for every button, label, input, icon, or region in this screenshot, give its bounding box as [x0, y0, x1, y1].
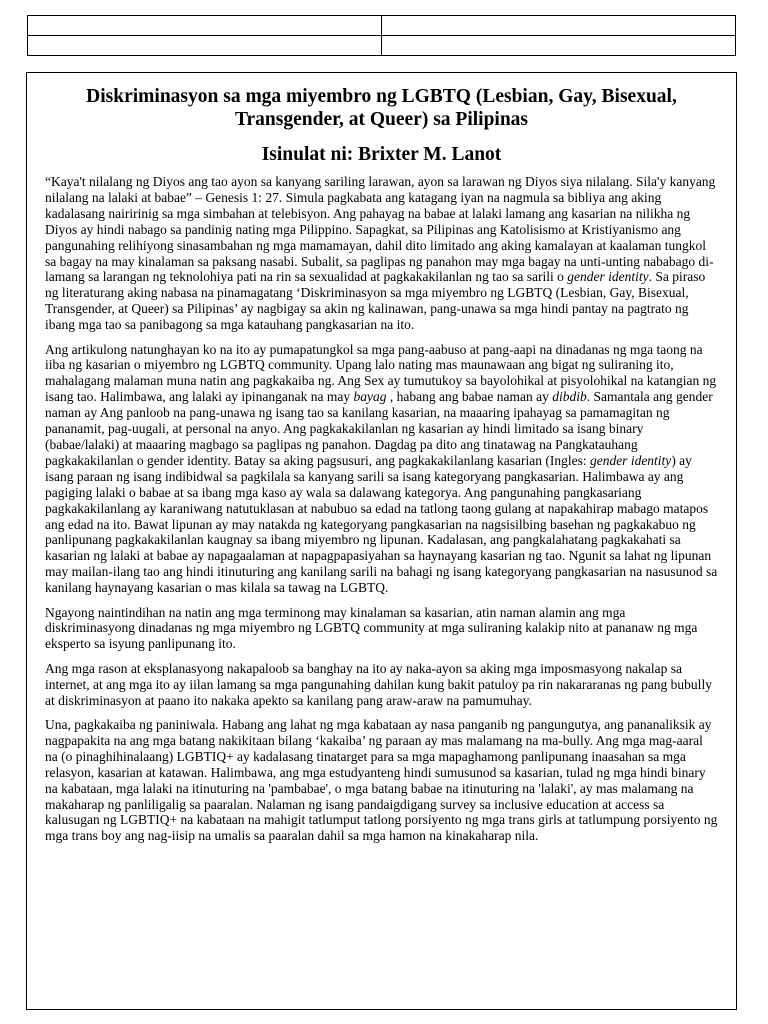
header-table — [27, 15, 736, 56]
article-author: Isinulat ni: Brixter M. Lanot — [261, 144, 502, 165]
text-run: . Samantala ang gender naman ay Ang panloob na pang-unawa ng isang tao sa kanilang kasarian, na maaaring ipahayag sa pamamagitan ng pananamit, pag-uugali, at personal na anyo. Ang pagkakakilanlan ng kasarian ay hindi limitado sa isang binary (babae/lalaki) at maaaring magbago sa paglipas ng panahon. Dagdag pa dito ang tinatawag na Pangkatauhang pagkakakilanlan o gender identity. Batay sa aking pagsusuri, ang pagkakakilanlang kasarian (Ingles: — [45, 389, 713, 468]
emphasis-term: bayag — [353, 389, 387, 405]
header-cell — [28, 16, 382, 36]
paragraph-3: Ngayong naintindihan na natin ang mga terminong may kinalaman sa kasarian, atin naman alamin ang mga diskriminasyong dinadanas ng mga miyembro ng LGBTQ community at mga suliraning kalakip nito at pananaw ng mga eksperto sa isyung panlipunang ito. — [45, 604, 698, 652]
header-row — [28, 36, 736, 56]
article-body — [45, 174, 718, 844]
emphasis-term: gender identity — [567, 269, 649, 285]
emphasis-term: dibdib — [552, 389, 587, 405]
paragraph-5: Una, pagkakaiba ng paniniwala. Habang ang lahat ng mga kabataan ay nasa panganib ng pangungutya, ang pananaliksik ay nagpapakita na ang mga batang nakikitaan bilang ‘kakaiba’ ng paraan ay mas malamang na ma-bully. Ang mga mag-aaral na (o pinaghihinalaang) LGBTIQ+ ay kadalasang tinatarget para sa mga mapaghamong panlipunang inaasahan sa mga relasyon, kasarian at katawan. Halimbawa, ang mga estudyanteng hindi sumusunod sa kasarian, tulad ng mga hindi binary na kabataan, mga lalaki na itinuturing na 'pambabae', o mga batang babae na itinuturing na 'lalaki', ay mas malamang na makaharap ng panliligalig sa paaralan. Nalaman ng isang pandaigdigang survey sa inclusive education at access sa kalusugan ng LGBTIQ+ na kabataan na mahigit tatlumput tatlong porsiyento ng mga trans girls at tatlumpung porsiyento ng mga trans boy ang nag-iisip na umalis sa paaralan dahil sa mga hamon na kinakaharap nila. — [45, 717, 718, 844]
paragraph-4: Ang mga rason at eksplanasyong nakapaloob sa banghay na ito ay naka-ayon sa aking mga imposmasyong nakalap sa internet, at ang mga ito ay iilan lamang sa mga pangunahing dahilan kung bakit patuloy pa rin nakararanas ng pang bubully at diskriminasyon at paano ito nakaka apekto sa kanilang pang araw-araw na pamumuhay. — [45, 660, 712, 708]
header-cell — [382, 36, 736, 56]
text-run: , habang ang babae naman ay — [386, 389, 553, 405]
article-frame — [26, 72, 737, 1010]
header-cell — [28, 36, 382, 56]
text-run: Ang artikulong natunghayan ko na ito ay pumapatungkol sa mga pang-aabuso at pang-aapi na dinadanas ng mga taong na iiba ng kasarian o miyembro ng LGBTQ community. Upang lalo nating mas maunawaan ang bigat ng suliraning ito, mahalagang malaman muna natin ang pagkakaiba ng. Ang Sex ay tumutukoy sa bayolohikal at pisyolohikal na katangian ng isang tao. Halimbawa, ang lalaki ay ipinanganak na may — [45, 341, 717, 405]
header-row — [28, 16, 736, 36]
paragraph-1 — [45, 174, 718, 333]
text-run: ) ay isang paraan ng isang indibidwal sa pagkilala sa kanyang sarili sa isang kategoryang pangkasarian. Halimbawa ay ang pagiging lalaki o babae at sa ibang mga kaso ay wala sa dalawang kategorya. Ang pangunahing pangkasariang pagkakakilanlang ay karaniwang natutuklasan at nabubuo sa edad na tatlong taong gulang at napakahirap mabago matapos ang edad na ito. Bawat lipunan ay may natakda ng kategoryang pangkasarian na nagsisilbing basehan ng pagkakabuo ng panlipunang pagkakakilanlan kaugnay sa ibang miyembro ng lipunan. Kadalasan, ang pangkalahatang pagkakahati sa kasarian ng lalaki at babae ay napagaalaman at napagpapasiyahan sa haynayang kasarian ng tao. Ngunit sa lahat ng lipunan may mailan-ilang tao ang hindi itinuturing ang kanilang sarili na bahagi ng isang kategoryang pangkasarian na nasusunod sa kanilang haynayang kasarian o mas kilala sa tawag na LGBTQ. — [45, 452, 718, 596]
article-title: Diskriminasyon sa mga miyembro ng LGBTQ (Lesbian, Gay, Bisexual, Transgender, at Queer) sa Pilipinas — [86, 86, 677, 130]
text-run: “Kaya't nilalang ng Diyos ang tao ayon sa kanyang sariling larawan, ayon sa larawan ng Diyos siya nilalang. Sila'y kanyang nilalang na lalaki at babae” – Genesis 1: 27. Simula pagkabata ang katagang iyan na nagmula sa bibliya ang aking kadalasang nairirinig sa mga simbahan at telebisyon. Ang pahayag na babae at lalaki lamang ang kasarian na nilikha ng Diyos ay hindi nabago sa pandinig nating mga Pilippino. Sapagkat, sa Pilipinas ang Katolisismo at Kristiyanismo ang pangunahing relihiyong sinasambahan ng mga mamamayan, dahil dito limitado ang aking kamalayan at kaalaman tungkol sa bagay na may kinalaman sa paksang nasabi. Subalit, sa paglipas ng panahon may mga bagay na unti-unting nababago di-lamang sa larangan ng teknolohiya pati na rin sa sexualidad at pagkakakilanlan ng tao sa sarili o — [45, 174, 716, 285]
emphasis-term: gender identity — [589, 452, 672, 468]
header-cell — [382, 16, 736, 36]
paragraph-2 — [45, 342, 718, 597]
text-run: . Sa piraso ng literaturang aking nabasa na pinamagatang ‘Diskriminasyon sa mga miyembro ng LGBTQ (Lesbian, Gay, Bisexual, Transgender, at Queer) sa Pilipinas’ ay nagbigay sa akin ng kalinawan, pang-unawa sa mga hindi pantay na pagtrato ng ibang mga tao sa panibagong sa mga katauhang pangkasarian na ito. — [45, 269, 706, 333]
